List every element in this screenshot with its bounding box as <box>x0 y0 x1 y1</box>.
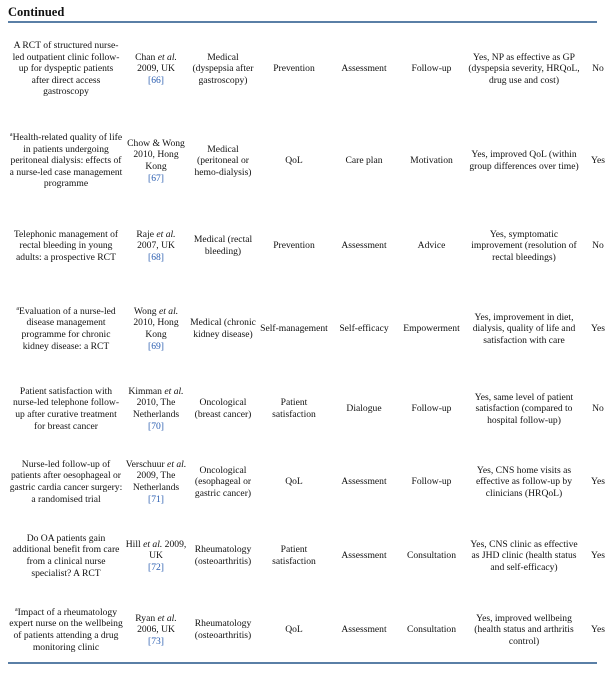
author-name: Raje <box>136 228 154 240</box>
reference-link[interactable]: [66] <box>148 74 164 86</box>
activity-cell: Assessment <box>341 63 387 75</box>
intervention-type-cell: Medical (rectal bleeding) <box>193 234 253 257</box>
studies-table-body <box>8 24 609 668</box>
study-title: Impact of a rheumatology expert nurse on the wellbeing of patients attending a drug monitoring clinic <box>9 606 123 653</box>
mode-cell: Motivation <box>410 155 453 167</box>
reference-link[interactable]: [72] <box>148 561 164 573</box>
study-title: Evaluation of a nurse-led disease management programme for chronic kidney disease: a RCT <box>18 305 116 352</box>
study-title: Health-related quality of life in patients undergoing peritoneal dialysis: effects of a nurse-led case management programme <box>9 132 123 190</box>
intervention-type-cell: Medical (dyspepsia after gastroscopy) <box>192 51 254 86</box>
goal-cell: Patient satisfaction <box>272 544 316 567</box>
significance-cell: No <box>592 403 604 415</box>
year-place: 2010, Hong Kong <box>133 149 179 172</box>
et-al: et al. <box>164 458 187 470</box>
author-name: Verschuur <box>125 458 165 470</box>
table-row <box>8 444 609 520</box>
study-title-cell <box>8 520 124 592</box>
author-name: Hill <box>125 538 141 550</box>
et-al: et al. <box>156 305 179 317</box>
study-title-cell <box>8 444 124 520</box>
author-name: Wong <box>133 305 157 317</box>
reference-link[interactable]: [70] <box>148 420 164 432</box>
year-place: 2006, UK <box>137 624 175 636</box>
goal-cell: QoL <box>285 624 303 636</box>
bottom-rule <box>8 662 597 664</box>
mode-cell: Consultation <box>406 550 457 562</box>
author-cell <box>124 520 188 592</box>
study-title: A RCT of structured nurse-led outpatient clinic follow-up for dyspeptic patients after direct access gastroscopy <box>12 40 120 98</box>
study-title: Patient satisfaction with nurse-led telephone follow-up after curative treatment for breast cancer <box>12 385 120 432</box>
intervention-type-cell: Oncological (esophageal or gastric cancer) <box>194 464 252 499</box>
table-row <box>8 520 609 592</box>
et-al: et al. <box>154 228 176 240</box>
activity-cell: Assessment <box>341 550 387 562</box>
top-rule <box>8 21 597 23</box>
result-cell: Yes, CNS home visits as effective as follow-up by clinicians (HRQoL) <box>476 464 572 499</box>
mode-cell: Follow-up <box>411 476 452 488</box>
intervention-type-cell: Rheumatology (osteoarthritis) <box>194 544 252 567</box>
mode-cell: Empowerment <box>403 323 460 335</box>
table-row <box>8 592 609 668</box>
goal-cell: Prevention <box>273 63 315 75</box>
table-row <box>8 374 609 444</box>
et-al: et al. <box>155 612 177 624</box>
study-title: Nurse-led follow-up of patients after oesophageal or gastric cardia cancer surgery: a randomised trial <box>9 458 123 505</box>
goal-cell: QoL <box>285 155 303 167</box>
significance-cell: No <box>592 63 604 75</box>
table-caption: Continued <box>8 5 65 19</box>
study-title-cell <box>8 284 124 374</box>
study-title-cell <box>8 592 124 668</box>
author-name: Chow & Wong <box>127 137 185 149</box>
et-al: et al. <box>140 538 163 550</box>
significance-cell: Yes <box>591 476 605 488</box>
et-al: et al. <box>161 385 184 397</box>
author-cell <box>124 208 188 284</box>
study-title-cell <box>8 114 124 208</box>
activity-cell: Self-efficacy <box>339 323 389 335</box>
table-row <box>8 24 609 114</box>
result-cell: Yes, NP as effective as GP (dyspepsia severity, HRQoL, drug use and cost) <box>468 51 580 86</box>
footnote-marker: a <box>16 305 19 312</box>
reference-link[interactable]: [73] <box>148 635 164 647</box>
activity-cell: Dialogue <box>346 403 382 415</box>
result-cell: Yes, improved wellbeing (health status and arthritis control) <box>474 612 574 647</box>
year-place: 2009, UK <box>137 63 175 75</box>
significance-cell: Yes <box>591 155 605 167</box>
activity-cell: Care plan <box>345 155 383 167</box>
reference-link[interactable]: [68] <box>148 251 164 263</box>
mode-cell: Follow-up <box>411 63 452 75</box>
reference-link[interactable]: [71] <box>148 493 164 505</box>
year-place: 2010, The Netherlands <box>132 397 180 420</box>
result-cell: Yes, CNS clinic as effective as JHD clinic (health status and self-efficacy) <box>470 538 578 573</box>
year-place: 2009, UK <box>149 538 187 562</box>
intervention-type-cell: Rheumatology (osteoarthritis) <box>194 618 252 641</box>
year-place: 2010, Hong Kong <box>133 317 179 340</box>
author-name: Kimman <box>128 385 162 397</box>
significance-cell: Yes <box>591 624 605 636</box>
result-cell: Yes, improvement in diet, dialysis, quality of life and satisfaction with care <box>472 311 576 346</box>
study-title-cell <box>8 208 124 284</box>
author-name: Ryan <box>135 612 156 624</box>
year-place: 2009, The Netherlands <box>132 470 180 493</box>
table-row <box>8 114 609 208</box>
study-title: Telephonic management of rectal bleeding in young adults: a prospective RCT <box>13 228 119 263</box>
study-title-cell <box>8 374 124 444</box>
intervention-type-cell: Medical (peritoneal or hemo-dialysis) <box>194 143 252 178</box>
author-name: Chan <box>135 51 156 63</box>
table-row <box>8 208 609 284</box>
reference-link[interactable]: [69] <box>148 340 164 352</box>
author-cell <box>124 24 188 114</box>
result-cell: Yes, symptomatic improvement (resolution of rectal bleedings) <box>471 228 577 263</box>
goal-cell: Patient satisfaction <box>272 397 316 420</box>
et-al: et al. <box>155 51 177 63</box>
mode-cell: Follow-up <box>411 403 452 415</box>
significance-cell: No <box>592 240 604 252</box>
table-row <box>8 284 609 374</box>
study-title: Do OA patients gain additional benefit from care from a clinical nurse specialist? A RCT <box>12 532 120 579</box>
author-cell <box>124 592 188 668</box>
significance-cell: Yes <box>591 550 605 562</box>
year-place: 2007, UK <box>137 240 175 252</box>
goal-cell: Prevention <box>273 240 315 252</box>
significance-cell: Yes <box>591 323 605 335</box>
activity-cell: Assessment <box>341 240 387 252</box>
result-cell: Yes, improved QoL (within group differences over time) <box>469 149 579 172</box>
intervention-type-cell: Oncological (breast cancer) <box>194 397 252 420</box>
studies-table <box>8 24 609 668</box>
goal-cell: Self-management <box>260 323 328 335</box>
author-cell <box>124 114 188 208</box>
activity-cell: Assessment <box>341 624 387 636</box>
footnote-marker: a <box>14 606 18 613</box>
author-cell <box>124 284 188 374</box>
mode-cell: Advice <box>417 240 446 252</box>
reference-link[interactable]: [67] <box>148 172 164 184</box>
goal-cell: QoL <box>285 476 303 488</box>
intervention-type-cell: Medical (chronic kidney disease) <box>190 317 256 340</box>
mode-cell: Consultation <box>406 624 457 636</box>
study-title-cell <box>8 24 124 114</box>
author-cell <box>124 374 188 444</box>
footnote-marker: a <box>9 131 13 138</box>
activity-cell: Assessment <box>341 476 387 488</box>
author-cell <box>124 444 188 520</box>
result-cell: Yes, same level of patient satisfaction (compared to hospital follow-up) <box>474 391 574 426</box>
